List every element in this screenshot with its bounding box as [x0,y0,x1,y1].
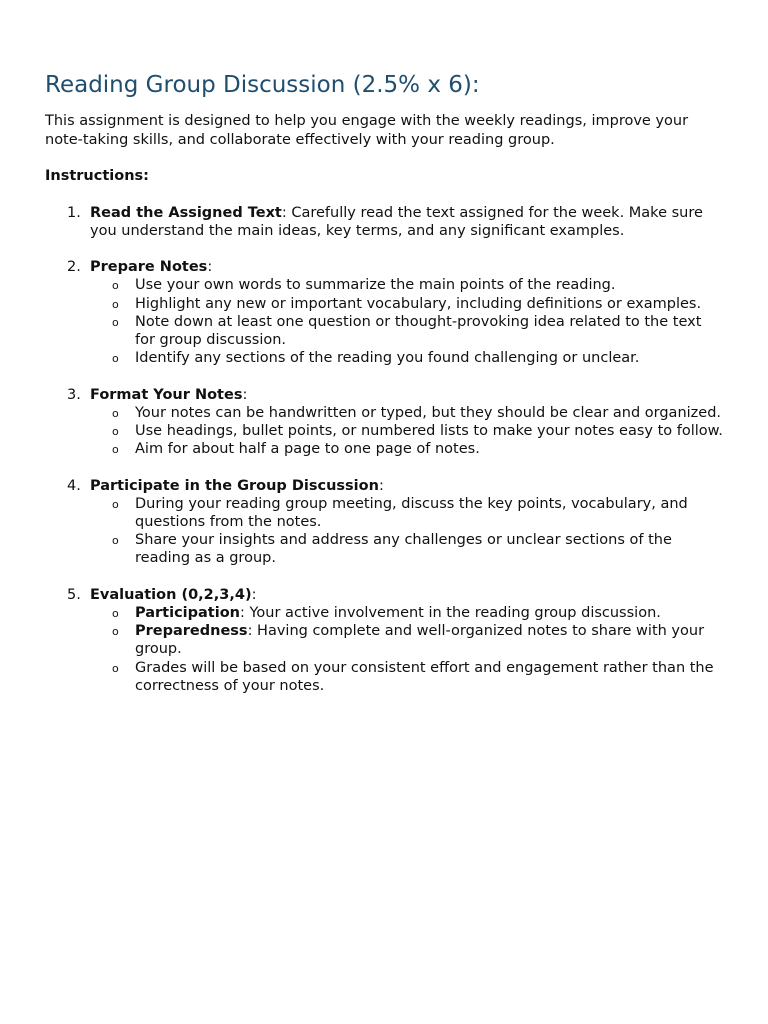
list-item-text: Your notes can be handwritten or typed, but they should be clear and organized. [135,404,722,421]
list-item-text: Note down at least one question or thought-provoking idea related to the text for group discussion. [135,313,702,348]
step-text: Carefully read the text assigned for the week. Make sure you understand the main ideas, key terms, and any significant examples. [90,204,703,239]
step-format-notes [45,386,725,459]
list-item-text: Use your own words to summarize the main points of the reading. [135,277,616,294]
step-number: 4. [67,477,81,494]
bullet-icon: o [112,406,119,420]
step-title: Evaluation (0,2,3,4) [90,586,252,603]
list-item [90,313,725,349]
document-page [45,68,725,713]
bullet-icon: o [112,424,119,438]
bullet-icon: o [112,661,119,675]
step-colon: : [242,386,248,403]
list-item [90,440,725,458]
bullet-icon: o [112,606,119,620]
sub-list [90,495,725,568]
step-title: Participate in the Group Discussion [90,477,379,494]
bullet-icon: o [112,297,119,311]
list-item-text: : Your active involvement in the reading group discussion. [240,604,661,621]
list-item [90,404,725,422]
step-prepare-notes [45,258,725,367]
bullet-icon: o [112,315,119,329]
list-item-label: Participation [135,604,240,621]
list-item [90,531,725,567]
bullet-icon: o [112,497,119,511]
step-title: Format Your Notes [90,386,243,403]
bullet-icon: o [112,534,119,548]
step-colon: : [281,204,287,221]
list-item-text: : Having complete and well-organized notes to share with your group. [135,623,705,658]
list-item-text: Aim for about half a page to one page of notes. [135,441,480,458]
list-item-text: Highlight any new or important vocabulary, including definitions or examples. [135,295,702,312]
step-title: Read the Assigned Text [90,204,282,221]
step-colon: : [378,477,384,494]
step-read-assigned-text [45,204,725,240]
list-item [90,495,725,531]
list-item-label: Preparedness [135,623,248,640]
list-item [90,295,725,313]
list-item-text: Use headings, bullet points, or numbered lists to make your notes easy to follow. [135,422,723,439]
sub-list [90,404,725,459]
step-evaluation [45,586,725,695]
list-item-text: Identify any sections of the reading you found challenging or unclear. [135,350,640,367]
bullet-icon: o [112,279,119,293]
step-title: Prepare Notes [90,259,208,276]
document-title: Reading Group Discussion (2.5% x 6): [45,72,480,98]
step-number: 5. [67,586,81,603]
step-colon: : [251,586,257,603]
step-group-discussion [45,477,725,568]
instructions-heading: Instructions: [45,168,149,184]
step-number: 1. [67,204,81,221]
list-item [90,349,725,367]
step-colon: : [207,259,213,276]
bullet-icon: o [112,352,119,366]
instructions-list [45,204,725,695]
sub-list [90,604,725,695]
bullet-icon: o [112,443,119,457]
list-item [90,276,725,294]
list-item [90,622,725,658]
list-item-text: Share your insights and address any challenges or unclear sections of the reading as a group. [135,532,672,567]
list-item [90,604,725,622]
list-item-text: Grades will be based on your consistent effort and engagement rather than the correctness of your notes. [135,659,714,694]
step-number: 3. [67,386,81,403]
list-item-text: During your reading group meeting, discuss the key points, vocabulary, and questions from the notes. [135,495,688,530]
sub-list [90,276,725,367]
list-item [90,422,725,440]
intro-paragraph: This assignment is designed to help you engage with the weekly readings, improve your note-taking skills, and collaborate effectively with your reading group. [45,113,689,148]
list-item [90,659,725,695]
step-number: 2. [67,259,81,276]
bullet-icon: o [112,625,119,639]
